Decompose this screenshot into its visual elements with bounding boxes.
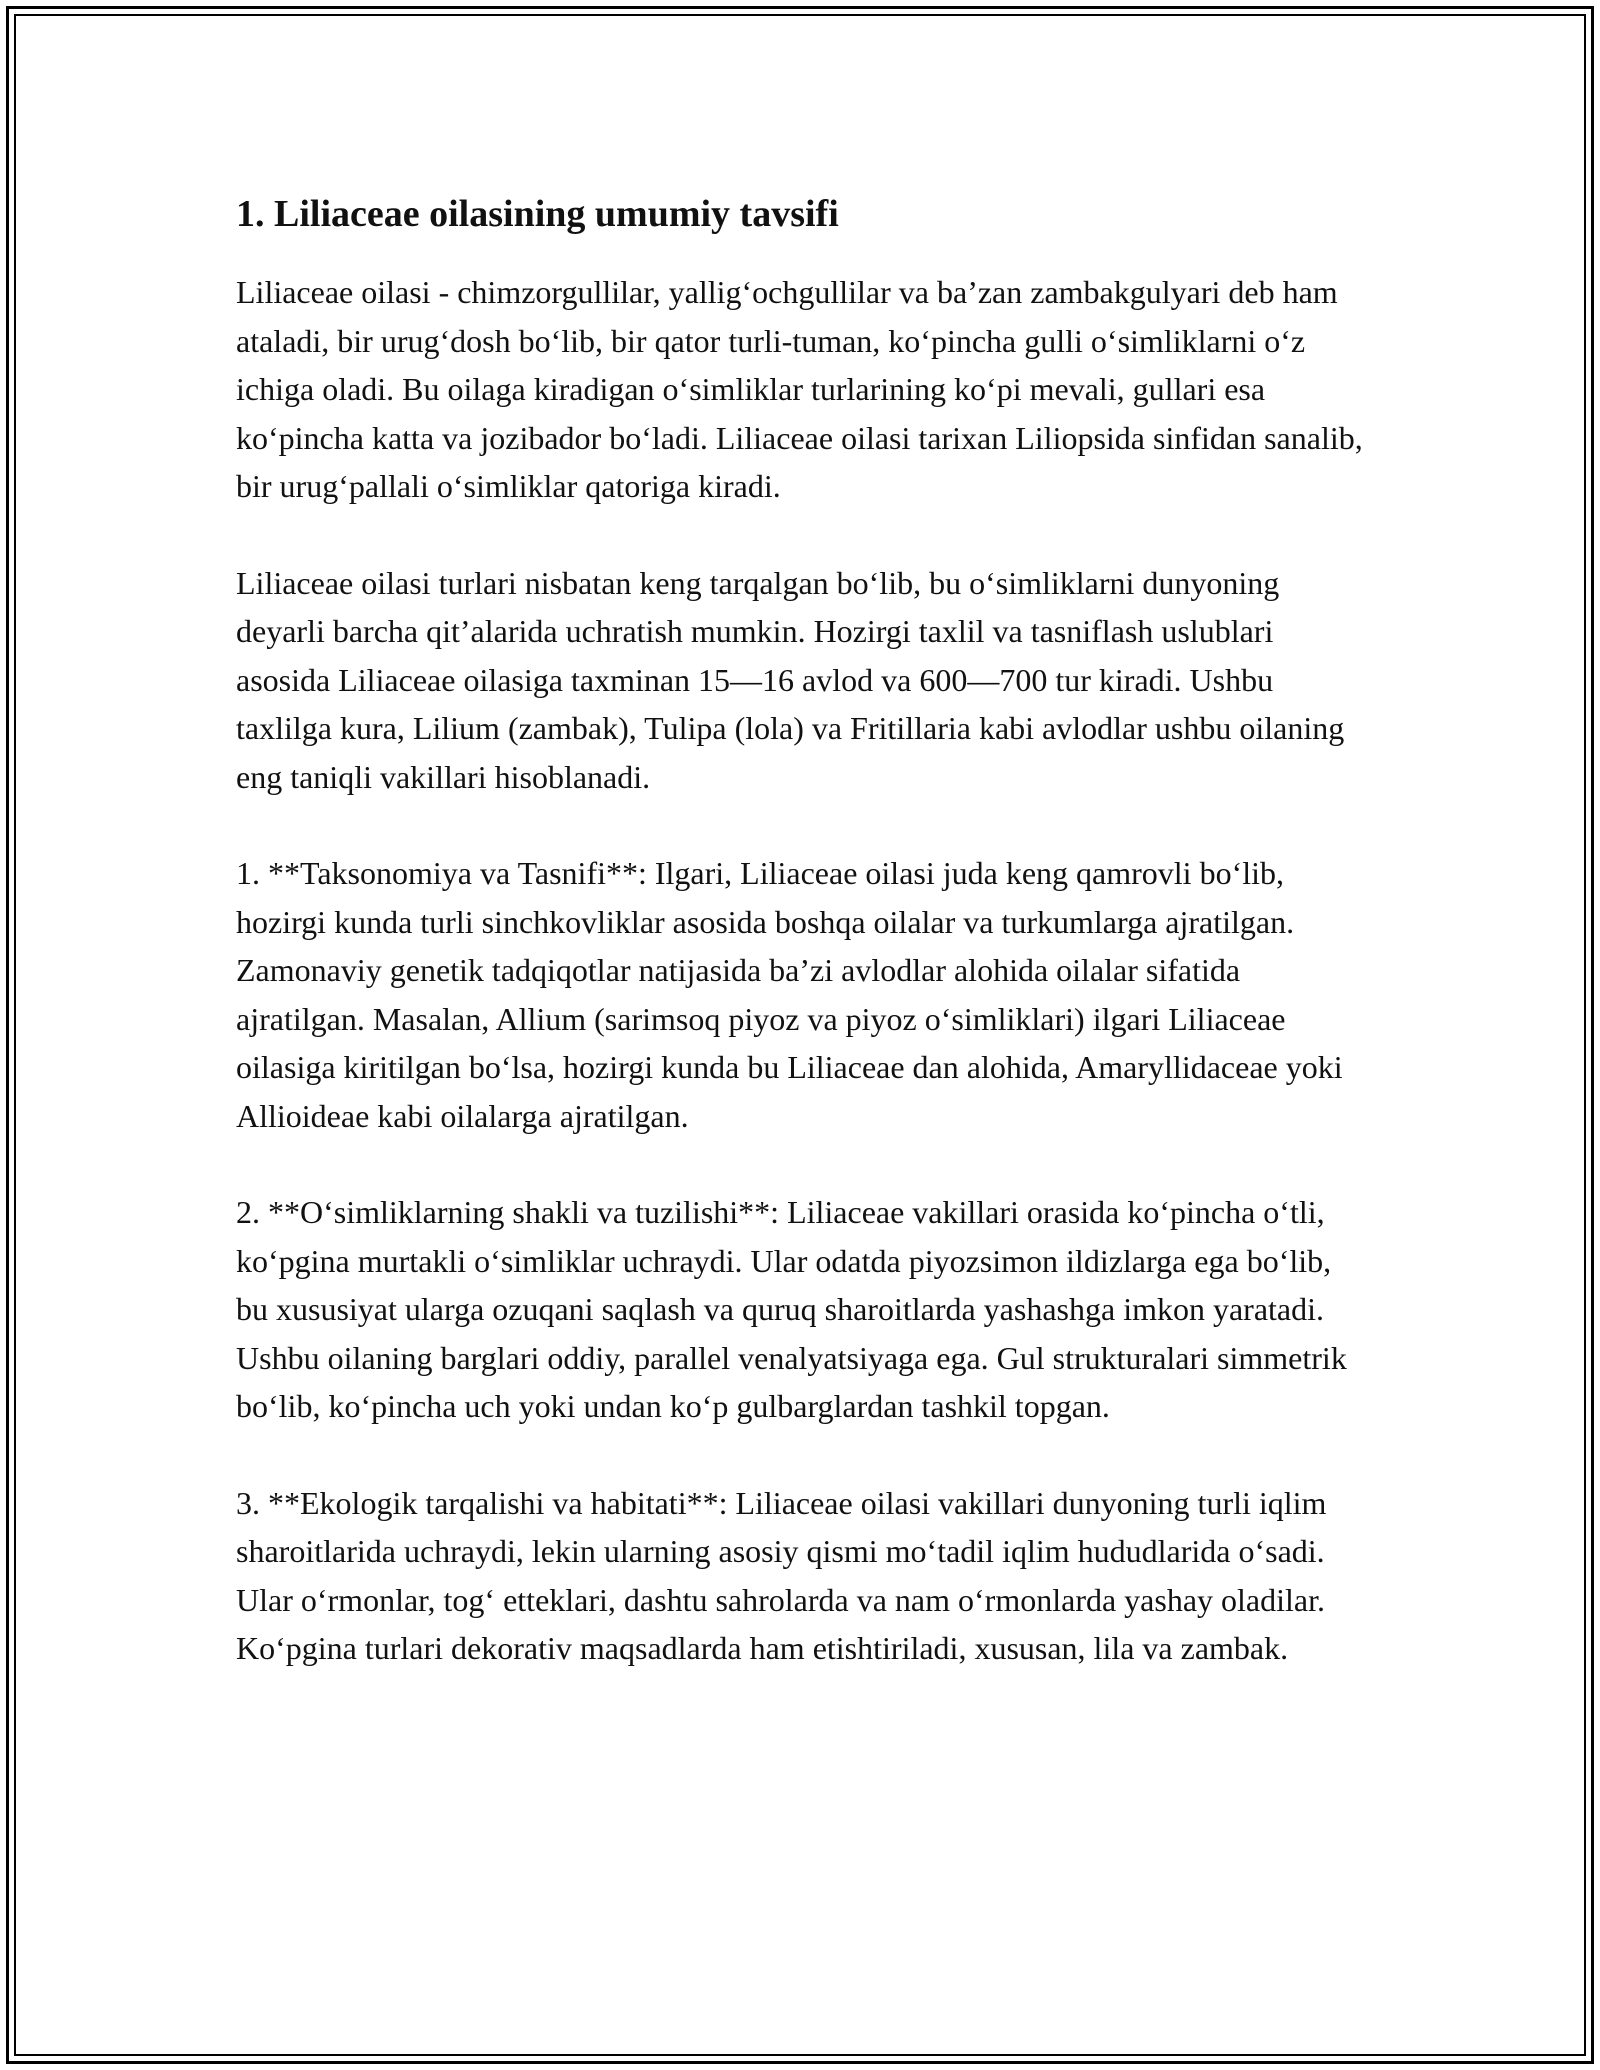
paragraph-taxonomy: 1. **Taksonomiya va Tasnifi**: Ilgari, Liliaceae oilasi juda keng qamrovli bo‘lib, hozirgi kunda turli sinchkovliklar asosida boshqa oilalar va turkumlarga ajratilgan. Zamonaviy genetik tadqiqotlar natijasida ba’zi avlodlar alohida oilalar sifatida ajratilgan. Masalan, Allium (sarimsoq piyoz va piyoz o‘simliklari) ilgari Liliaceae oilasiga kiritilgan bo‘lsa, hozirgi kunda bu Liliaceae dan alohida, Amaryllidaceae yoki Allioideae kabi oilalarga ajratilgan.	[236, 855, 1343, 1134]
paragraph-distribution: Liliaceae oilasi turlari nisbatan keng tarqalgan bo‘lib, bu o‘simliklarni dunyoning deyarli barcha qit’alarida uchratish mumkin. Hozirgi taxlil va tasniflash uslublari asosida Liliaceae oilasiga taxminan 15—16 avlod va 600—700 tur kiradi. Ushbu taxlilga kura, Lilium (zambak), Tulipa (lola) va Fritillaria kabi avlodlar ushbu oilaning eng taniqli vakillari hisoblanadi.	[236, 564, 1345, 795]
paragraph-morphology: 2. **O‘simliklarning shakli va tuzilishi**: Liliaceae vakillari orasida ko‘pincha o‘tli, ko‘pgina murtakli o‘simliklar uchraydi. Ular odatda piyozsimon ildizlarga ega bo‘lib, bu xususiyat ularga ozuqani saqlash va quruq sharoitlarda yashashga imkon yaratadi. Ushbu oilaning barglari oddiy, parallel venalyatsiyaga ega. Gul strukturalari simmetrik bo‘lib, ko‘pincha uch yoki undan ko‘p gulbarglardan tashkil topgan.	[236, 1194, 1347, 1424]
document-body	[236, 190, 1366, 1721]
paragraph-ecology: 3. **Ekologik tarqalishi va habitati**: Liliaceae oilasi vakillari dunyoning turli iqlim sharoitlarida uchraydi, lekin ularning asosiy qismi mo‘tadil iqlim hududlarida o‘sadi. Ular o‘rmonlar, tog‘ etteklari, dashtu sahrolarda va nam o‘rmonlarda yashay oladilar. Ko‘pgina turlari dekorativ maqsadlarda ham etishtiriladi, xususan, lila va zambak.	[236, 1484, 1327, 1666]
paragraph-intro: Liliaceae oilasi - chimzorgullilar, yallig‘ochgullilar va ba’zan zambakgulyari deb ham ataladi, bir urug‘dosh bo‘lib, bir qator turli-tuman, ko‘pincha gulli o‘simliklarni o‘z ichiga oladi. Bu oilaga kiradigan o‘simliklar turlarining ko‘pi mevali, gullari esa ko‘pincha katta va jozibador bo‘ladi. Liliaceae oilasi tarixan Liliopsida sinfidan sanalib, bir urug‘pallali o‘simliklar qatoriga kiradi.	[236, 274, 1363, 504]
page-title: 1. Liliaceae oilasining umumiy tavsifi	[236, 193, 839, 235]
